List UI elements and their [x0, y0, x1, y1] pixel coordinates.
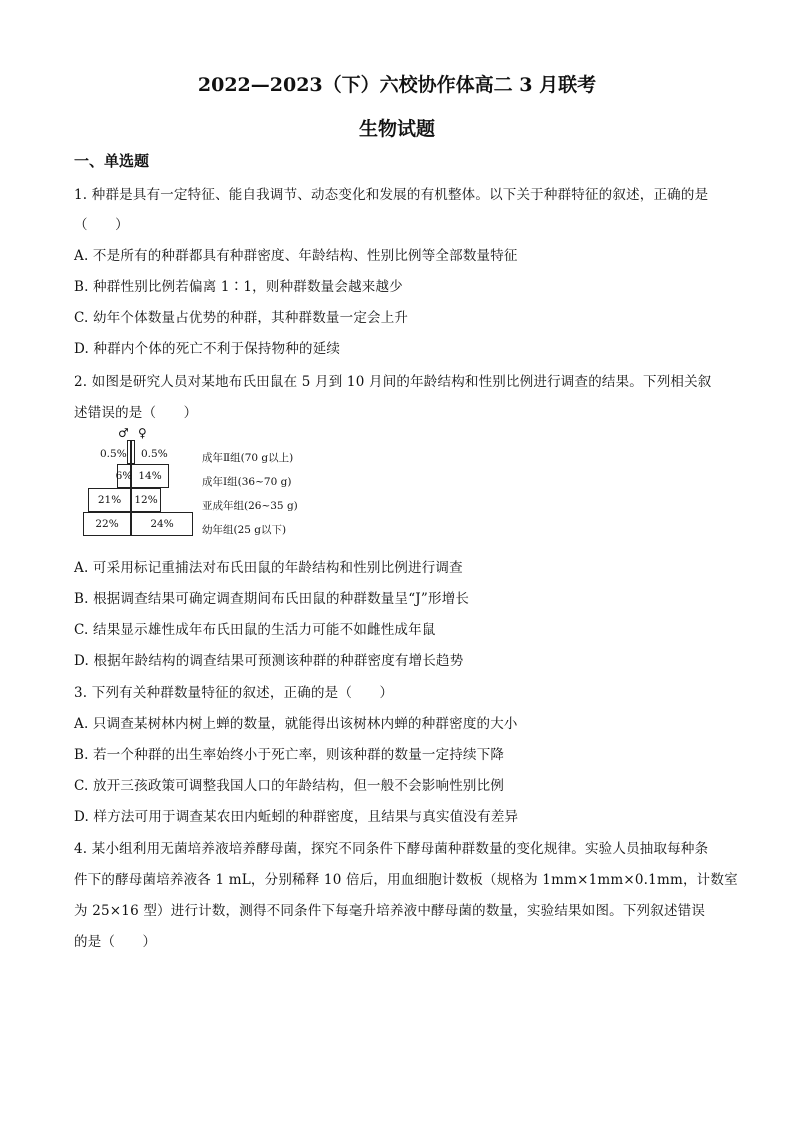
female-symbol: ♀ — [138, 426, 147, 440]
q1-option-a: A. 不是所有的种群都具有种群密度、年龄结构、性别比例等全部数量特征 — [74, 248, 518, 264]
section-heading: 一、单选题 — [74, 152, 150, 170]
q2-option-c: C. 结果显示雄性成年布氏田鼠的生活力可能不如雌性成年鼠 — [74, 622, 436, 638]
q3-option-a: A. 只调查某树林内树上蝉的数量，就能得出该树林内蝉的种群密度的大小 — [74, 716, 518, 732]
q3-option-d: D. 样方法可用于调查某农田内蚯蚓的种群密度，且结果与真实值没有差异 — [74, 809, 519, 825]
q3-option-b: B. 若一个种群的出生率始终小于死亡率，则该种群的数量一定持续下降 — [74, 747, 505, 763]
pyramid-bar-3-male: 21% — [88, 488, 131, 512]
exam-subtitle: 生物试题 — [358, 118, 435, 140]
q2-option-d: D. 根据年龄结构的调查结果可预测该种群的种群密度有增长趋势 — [74, 653, 464, 669]
pyramid-row-3-label: 亚成年组(26~35 g) — [202, 500, 298, 512]
male-symbol: ♂ — [118, 426, 129, 440]
q1-option-b: B. 种群性别比例若偏离 1∶1，则种群数量会越来越少 — [74, 279, 403, 295]
pyramid-row-2-label: 成年Ⅰ组(36~70 g) — [202, 476, 292, 488]
pyramid-bar-2-female: 14% — [131, 464, 169, 488]
age-sex-pyramid — [80, 428, 320, 543]
q1-stem-cont: （ ） — [74, 217, 129, 233]
pyramid-bar-4-female: 24% — [131, 512, 193, 536]
pyramid-row-4-label: 幼年组(25 g以下) — [202, 524, 287, 536]
q2-option-b: B. 根据调查结果可确定调查期间布氏田鼠的种群数量呈“J”形增长 — [74, 591, 470, 607]
q4-stem-line-1: 4. 某小组利用无菌培养液培养酵母菌，探究不同条件下酵母菌种群数量的变化规律。实验人员抽取每种条 — [74, 841, 709, 857]
q4-stem-line-2: 件下的酵母菌培养液各 1 mL，分别稀释 10 倍后，用血细胞计数板（规格为 1mm×1mm×0.1mm，计数室 — [74, 872, 738, 888]
exam-title: 2022—2023（下）六校协作体高二 3 月联考 — [197, 74, 597, 96]
pyramid-bar-3-female: 12% — [131, 488, 161, 512]
pyramid-bar-1-female — [131, 440, 135, 464]
pyramid-bar-2-male: 6% — [117, 464, 131, 488]
q1-option-d: D. 种群内个体的死亡不利于保持物种的延续 — [74, 341, 341, 357]
q2-stem-cont: 述错误的是（ ） — [74, 405, 198, 421]
pyramid-bar-4-male: 22% — [83, 512, 131, 536]
pyramid-row-1-female: 0.5% — [141, 448, 168, 460]
pyramid-row-1-label: 成年Ⅱ组(70 g以上) — [202, 452, 294, 464]
q1-option-c: C. 幼年个体数量占优势的种群，其种群数量一定会上升 — [74, 310, 409, 326]
q2-stem: 2. 如图是研究人员对某地布氏田鼠在 5 月到 10 月间的年龄结构和性别比例进行调查的结果。下列相关叙 — [74, 374, 712, 390]
q2-option-a: A. 可采用标记重捕法对布氏田鼠的年龄结构和性别比例进行调查 — [74, 560, 463, 576]
q1-stem: 1. 种群是具有一定特征、能自我调节、动态变化和发展的有机整体。以下关于种群特征的叙述，正确的是 — [74, 187, 709, 203]
q4-stem-line-4: 的是（ ） — [74, 934, 157, 950]
q3-stem: 3. 下列有关种群数量特征的叙述，正确的是（ ） — [74, 685, 394, 701]
q4-stem-line-3: 为 25×16 型）进行计数，测得不同条件下每毫升培养液中酵母菌的数量，实验结果如图。下列叙述错误 — [74, 903, 706, 919]
q3-option-c: C. 放开三孩政策可调整我国人口的年龄结构，但一般不会影响性别比例 — [74, 778, 505, 794]
pyramid-row-1-male: 0.5% — [100, 448, 127, 460]
